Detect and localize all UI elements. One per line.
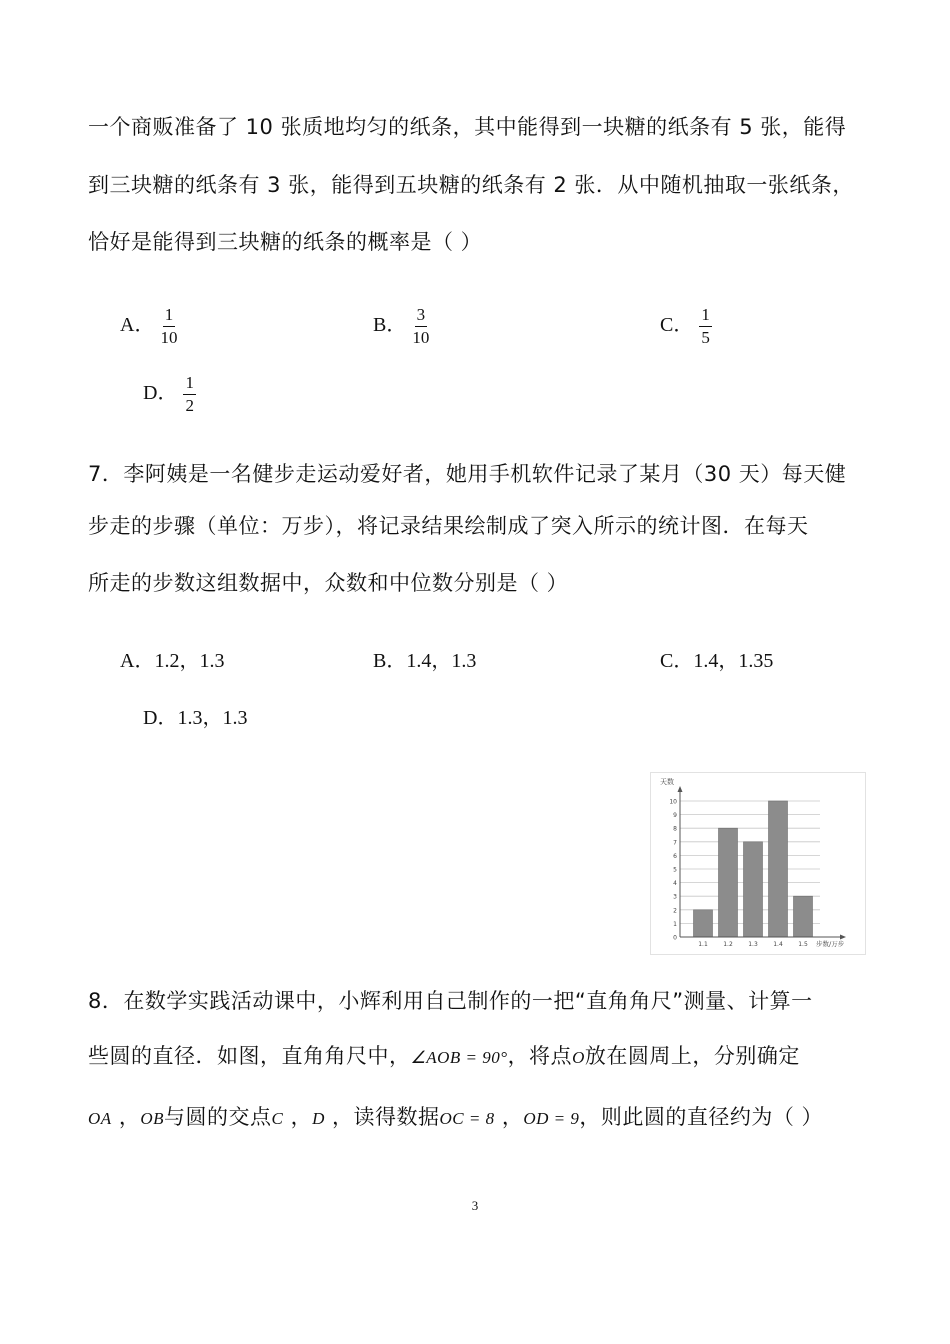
option-label: A． <box>120 314 155 337</box>
fraction: $\frac{1}{2}$ <box>185 373 194 415</box>
q8-text: 放在圆周上，分别确定 <box>584 1044 800 1068</box>
x-tick-label: 1.3 <box>748 941 758 948</box>
fraction: $\frac{3}{10}$ <box>412 305 430 347</box>
x-tick-label: 1.1 <box>698 941 708 948</box>
page-number: 3 <box>471 1198 479 1213</box>
q8-line-3 <box>88 1103 823 1133</box>
q7-line-3: 所走的步数这组数据中，众数和中位数分别是（ ） <box>88 571 569 595</box>
point-d: D <box>312 1109 325 1128</box>
q6-line-2: 到三块糖的纸条有 3 张，能得到五块糖的纸条有 2 张．从中随机抽取一张纸条， <box>88 173 854 197</box>
y-tick-label: 10 <box>669 798 677 806</box>
value-oc: OC = 8 <box>439 1109 495 1128</box>
bar <box>744 842 763 937</box>
y-axis-title: 天数 <box>660 778 674 786</box>
y-tick-label: 6 <box>673 852 677 860</box>
q8-line-2 <box>88 1042 800 1072</box>
y-tick-label: 3 <box>673 893 677 901</box>
segment-oa: OA <box>88 1109 112 1128</box>
option-label: C． <box>660 314 694 337</box>
x-tick-label: 1.2 <box>723 941 733 948</box>
q7-option-d[interactable]: D．1.3，1.3 <box>143 707 248 729</box>
angle-expression: ∠AOB = 90° <box>410 1048 508 1067</box>
q8-text: 与圆的交点 <box>164 1105 272 1129</box>
q6-line-1: 一个商贩准备了 10 张质地均匀的纸条，其中能得到一块糖的纸条有 5 张，能得 <box>88 115 847 139</box>
q6-option-a[interactable] <box>120 306 177 347</box>
q6-line-3: 恰好是能得到三块糖的纸条的概率是（ ） <box>88 230 483 254</box>
q8-text: ，读得数据 <box>332 1105 440 1129</box>
q6-option-b[interactable] <box>373 306 429 347</box>
x-tick-label: 1.4 <box>773 941 783 948</box>
y-tick-label: 2 <box>673 907 677 915</box>
q7-option-b[interactable]: B．1.4，1.3 <box>373 650 477 672</box>
q7-line-2: 步走的步骤（单位：万步），将记录结果绘制成了突入所示的统计图．在每天 <box>88 514 809 538</box>
x-tick-label: 1.5 <box>798 941 808 948</box>
y-tick-label: 9 <box>673 812 677 820</box>
y-tick-label: 7 <box>673 839 677 847</box>
y-tick-label: 4 <box>673 880 677 888</box>
bar <box>694 910 713 937</box>
q8-text: ，将点 <box>507 1044 573 1068</box>
segment-ob: OB <box>140 1109 165 1128</box>
y-tick-label: 8 <box>673 825 677 833</box>
q6-option-d[interactable] <box>143 374 196 415</box>
y-tick-label: 5 <box>673 866 677 874</box>
x-axis-title: 步数/万步 <box>816 940 845 948</box>
q8-text: 些圆的直径．如图，直角角尺中， <box>88 1044 411 1068</box>
option-label: B． <box>373 314 407 337</box>
q8-line-1: 8．在数学实践活动课中，小辉利用自己制作的一把“直角角尺”测量、计算一 <box>88 989 813 1013</box>
fraction: $\frac{1}{10}$ <box>160 305 178 347</box>
separator: ， <box>118 1105 141 1129</box>
q8-text: ，则此圆的直径约为（ ） <box>579 1105 824 1129</box>
bar <box>719 828 738 937</box>
bar <box>794 896 813 937</box>
value-od: OD = 9 <box>523 1109 580 1128</box>
q7-option-a[interactable]: A．1.2，1.3 <box>120 650 225 672</box>
fraction: $\frac{1}{5}$ <box>701 305 710 347</box>
bar <box>769 801 788 937</box>
point-c: C <box>271 1109 284 1128</box>
point-o: O <box>572 1048 585 1067</box>
step-count-bar-chart <box>650 772 866 955</box>
separator: ， <box>290 1105 313 1129</box>
separator: ， <box>501 1105 524 1129</box>
q6-option-c[interactable] <box>660 306 712 347</box>
q7-line-1: 7．李阿姨是一名健步走运动爱好者，她用手机软件记录了某月（30 天）每天健 <box>88 462 847 486</box>
q7-option-c[interactable]: C．1.4，1.35 <box>660 650 774 672</box>
option-label: D． <box>143 382 178 405</box>
y-tick-label: 0 <box>673 934 677 942</box>
y-tick-label: 1 <box>673 920 677 928</box>
